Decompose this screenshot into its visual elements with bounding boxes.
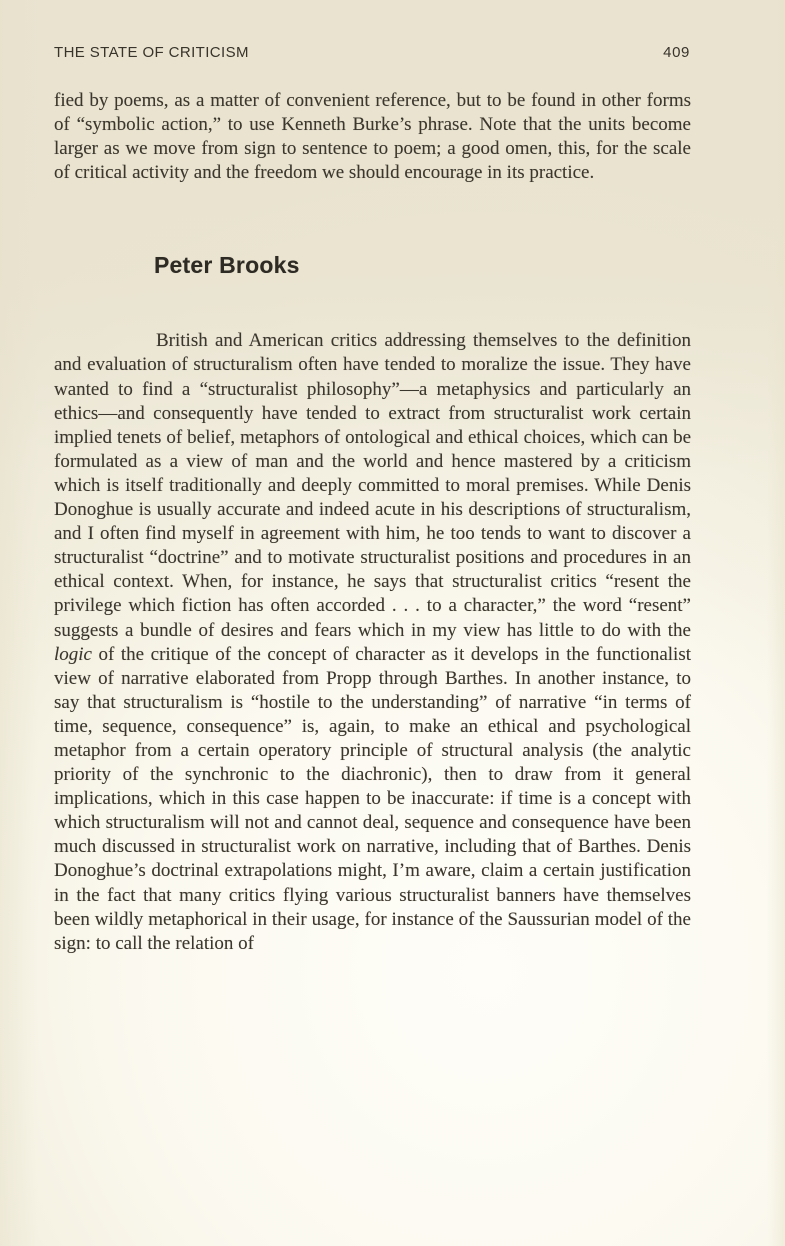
author-heading: Peter Brooks bbox=[154, 252, 300, 279]
running-header bbox=[54, 44, 690, 62]
intro-paragraph: fied by poems, as a matter of convenient reference, but to be found in other forms of “symbolic action,” to use Kenneth Burke’s phrase. Note that the units become larger as we move from sign to sentence to poem; a good omen, this, for the scale of critical activity and the freedom we should encourage in its practice. bbox=[54, 90, 691, 184]
main-paragraph-part2: of the critique of the concept of character as it develops in the functionalist view of narrative elaborated from Propp through Barthes. In another instance, to say that structuralism is “hostile to the understanding” of narrative “in terms of time, sequence, consequence” is, again, to make an ethical and psychological metaphor from a certain operatory principle of structural analysis (the analytic priority of the synchronic to the diachronic), then to draw from it general implications, which in this case happen to be inaccurate: if time is a concept with which structuralism will not and cannot deal, sequence and consequence have been much discussed in structuralist work on narrative, including that of Barthes. Denis Donoghue’s doctrinal extrapolations might, I’m aware, claim a certain justification in the fact that many critics flying various structuralist banners have themselves been wildly metaphorical in their usage, for instance of the Saussurian model of the sign: to call the relation of bbox=[54, 643, 691, 954]
main-paragraph-part1: British and American critics addressing themselves to the definition and evaluation of structuralism often have tended to moralize the issue. They have wanted to find a “structuralist philosophy”—a metaphysics and particularly an ethics—and consequently have tended to extract from structuralist work certain implied tenets of belief, metaphors of ontological and ethical choices, which can be formulated as a view of man and the world and hence mastered by a criticism which is itself traditionally and deeply committed to moral premises. While Denis Donoghue is usually accurate and indeed acute in his descriptions of structuralism, and I often find myself in agreement with him, he too tends to want to discover a structuralist “doctrine” and to motivate structuralist positions and procedures in an ethical context. When, for instance, he says that structuralist critics “resent the privilege which fiction has often accorded . . . to a character,” the word “resent” suggests a bundle of desires and fears which in my view has little to do with the bbox=[54, 330, 691, 641]
main-paragraph bbox=[54, 329, 691, 955]
italic-word-logic: logic bbox=[54, 643, 92, 665]
page-number: 409 bbox=[663, 44, 690, 61]
running-header-title: THE STATE OF CRITICISM bbox=[54, 44, 249, 61]
